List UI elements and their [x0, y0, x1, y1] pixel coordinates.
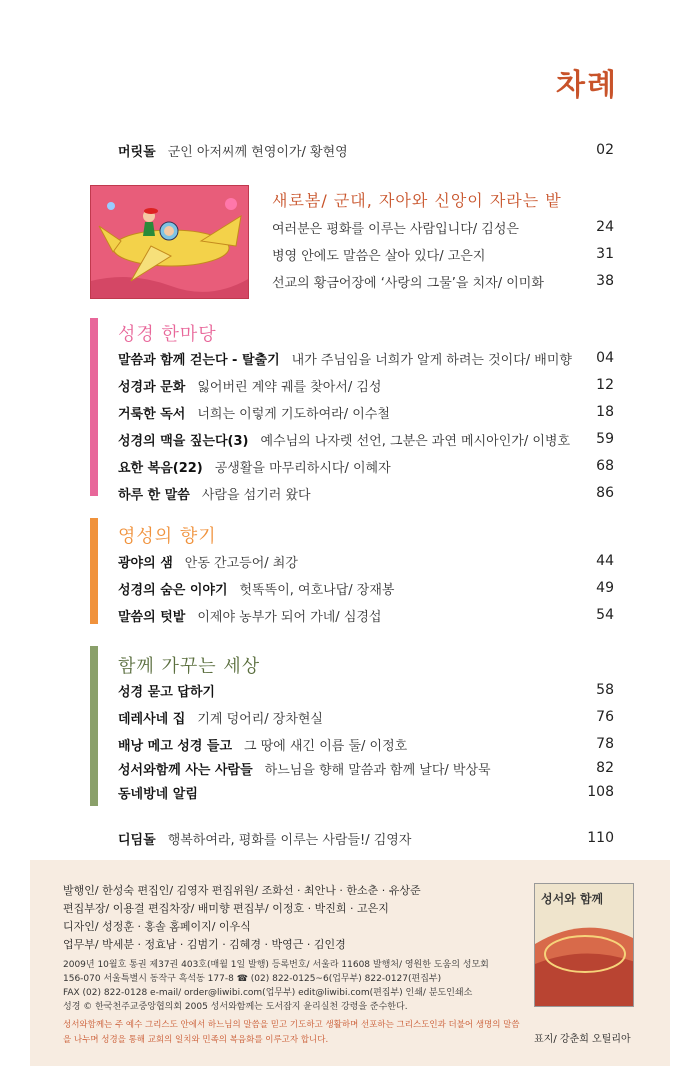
toc-text: 행복하여라, 평화를 이루는 사람들!/ 김영자	[167, 832, 412, 848]
feature-illustration	[90, 185, 249, 299]
toc-row[interactable]	[118, 706, 614, 728]
colophon-details: 156-070 서울특별시 동작구 흑석동 177-8 ☎ (02) 822-0125~6(업무부) 822-0127(편집부)	[63, 974, 442, 984]
toc-page-number: 31	[596, 246, 614, 262]
toc-text: 사람을 섬기러 왔다	[201, 487, 311, 503]
toc-row[interactable]	[118, 401, 614, 423]
toc-label: 성서와함께 사는 사람들	[118, 762, 253, 778]
feature-heading: 새로봄/ 군대, 자아와 신앙이 자라는 밭	[272, 191, 562, 210]
toc-row[interactable]	[118, 455, 614, 477]
cover-magazine-title: 성서와 함께	[541, 892, 604, 906]
toc-page-number: 59	[596, 431, 614, 447]
toc-text: 헛똑똑이, 여호나답/ 장재봉	[239, 582, 395, 598]
toc-text: 하느님을 향해 말씀과 함께 날다/ 박상묵	[264, 762, 491, 778]
toc-label: 말씀과 함께 걷는다 - 탈출기	[118, 352, 280, 368]
toc-row-closing[interactable]	[118, 827, 614, 849]
toc-label: 머릿돌	[118, 144, 156, 160]
colophon-details: 2009년 10월호 통권 제37권 403호(매월 1일 발행) 등록번호/ 서울라 11608 발행처/ 영원한 도움의 성모회	[63, 960, 489, 970]
toc-label: 성경의 맥을 짚는다(3)	[118, 433, 249, 449]
toc-text: 내가 주님임을 너희가 알게 하려는 것이다/ 배미향	[291, 352, 572, 368]
toc-text: 이제야 농부가 되어 가네/ 심경섭	[197, 609, 382, 625]
toc-row[interactable]	[118, 550, 614, 572]
toc-text: 여러분은 평화를 이루는 사람입니다/ 김성은	[272, 221, 519, 237]
section-color-bar	[90, 518, 98, 624]
section-heading: 영성의 향기	[118, 526, 217, 547]
toc-row[interactable]	[118, 733, 614, 755]
toc-text: 군인 아저씨께 현영이가/ 황현영	[167, 144, 348, 160]
toc-text: 잃어버린 계약 궤를 찾아서/ 김성	[197, 379, 382, 395]
toc-page-number: 02	[596, 142, 614, 158]
cover-caption: 표지/ 강춘희 오틸리아	[534, 1034, 631, 1045]
toc-label: 말씀의 텃밭	[118, 609, 186, 625]
toc-page-number: 82	[596, 760, 614, 776]
toc-page-number: 110	[587, 830, 614, 846]
colophon-details: FAX (02) 822-0128 e-mail/ order@liwibi.com(업무부) edit@liwibi.com(편집부) 인쇄/ 분도인쇄소	[63, 988, 473, 998]
toc-label: 동네방네 알림	[118, 786, 198, 802]
toc-label: 성경과 문화	[118, 379, 186, 395]
toc-page-number: 86	[596, 485, 614, 501]
toc-text: 기계 덩어리/ 장차현실	[197, 711, 323, 727]
toc-label: 성경 묻고 답하기	[118, 684, 215, 700]
toc-row[interactable]	[118, 577, 614, 599]
colophon-line: 발행인/ 한성숙 편집인/ 김영자 편집위원/ 조화선 · 최안나 · 한소춘 · 유상준	[63, 884, 421, 897]
section-heading: 성경 한마당	[118, 324, 217, 345]
colophon-details: 성경 © 한국천주교중앙협의회 2005 성서와함께는 도서잡지 윤리실천 강령을 준수한다.	[63, 1002, 408, 1012]
toc-row[interactable]	[118, 482, 614, 504]
toc-row[interactable]	[118, 604, 614, 626]
colophon-line: 디자인/ 성정훈 · 홍솔 홈페이지/ 이우식	[63, 920, 251, 933]
colophon-line: 편집부장/ 이용결 편집차장/ 배미향 편집부/ 이정호 · 박진희 · 고은지	[63, 902, 389, 915]
toc-row[interactable]	[118, 374, 614, 396]
toc-text: 예수님의 나자렛 선언, 그분은 과연 메시아인가/ 이병호	[260, 433, 571, 449]
toc-page-number: 49	[596, 580, 614, 596]
toc-page-number: 38	[596, 273, 614, 289]
cover-thumbnail[interactable]	[534, 883, 634, 1007]
toc-page-number: 58	[596, 682, 614, 698]
toc-page-number: 04	[596, 350, 614, 366]
toc-row[interactable]	[118, 679, 614, 701]
feature-item[interactable]	[272, 216, 614, 238]
colophon-line: 업무부/ 박세분 · 정효남 · 김범기 · 김혜경 · 박영근 · 김인경	[63, 938, 346, 951]
toc-row[interactable]	[118, 757, 614, 779]
toc-text: 선교의 황금어장에 ‘사랑의 그물’을 치자/ 이미화	[272, 275, 544, 291]
feature-item[interactable]	[272, 270, 614, 292]
toc-page-number: 18	[596, 404, 614, 420]
toc-page-number: 68	[596, 458, 614, 474]
toc-label: 성경의 숨은 이야기	[118, 582, 228, 598]
mission-statement: 성서와함께는 주 예수 그리스도 안에서 하느님의 말씀을 믿고 기도하고 생활하며 선포하는 그리스도인과 더불어 생명의 말씀을 나누며 성경을 통해 교회의 일치와 민족의 복음화를 이루고자 합니다.	[63, 1020, 520, 1045]
feature-item[interactable]	[272, 243, 614, 265]
toc-row[interactable]	[118, 347, 614, 369]
toc-page-number: 44	[596, 553, 614, 569]
toc-label: 거룩한 독서	[118, 406, 186, 422]
toc-row[interactable]	[118, 781, 614, 803]
section-color-bar	[90, 646, 98, 806]
toc-text: 병영 안에도 말씀은 살아 있다/ 고은지	[272, 248, 486, 264]
toc-label: 디딤돌	[118, 832, 156, 848]
toc-text: 공생활을 마무리하시다/ 이혜자	[214, 460, 391, 476]
toc-label: 데레사네 집	[118, 711, 186, 727]
toc-label: 하루 한 말씀	[118, 487, 190, 503]
toc-page-number: 24	[596, 219, 614, 235]
toc-row-intro[interactable]	[118, 139, 614, 161]
section-color-bar	[90, 318, 98, 496]
toc-label: 광야의 샘	[118, 555, 173, 571]
toc-label: 배낭 메고 성경 들고	[118, 738, 233, 754]
toc-text: 안동 간고등어/ 최강	[184, 555, 298, 571]
toc-page-number: 108	[587, 784, 614, 800]
toc-text: 너희는 이렇게 기도하여라/ 이수철	[197, 406, 390, 422]
toc-text: 그 땅에 새긴 이름 둘/ 이정호	[244, 738, 408, 754]
toc-page-number: 78	[596, 736, 614, 752]
toc-page-number: 12	[596, 377, 614, 393]
section-heading: 함께 가꾸는 세상	[118, 656, 261, 677]
toc-label: 요한 복음(22)	[118, 460, 203, 476]
toc-page-number: 76	[596, 709, 614, 725]
toc-row[interactable]	[118, 428, 614, 450]
toc-page-number: 54	[596, 607, 614, 623]
page-title: 차례	[556, 68, 618, 103]
